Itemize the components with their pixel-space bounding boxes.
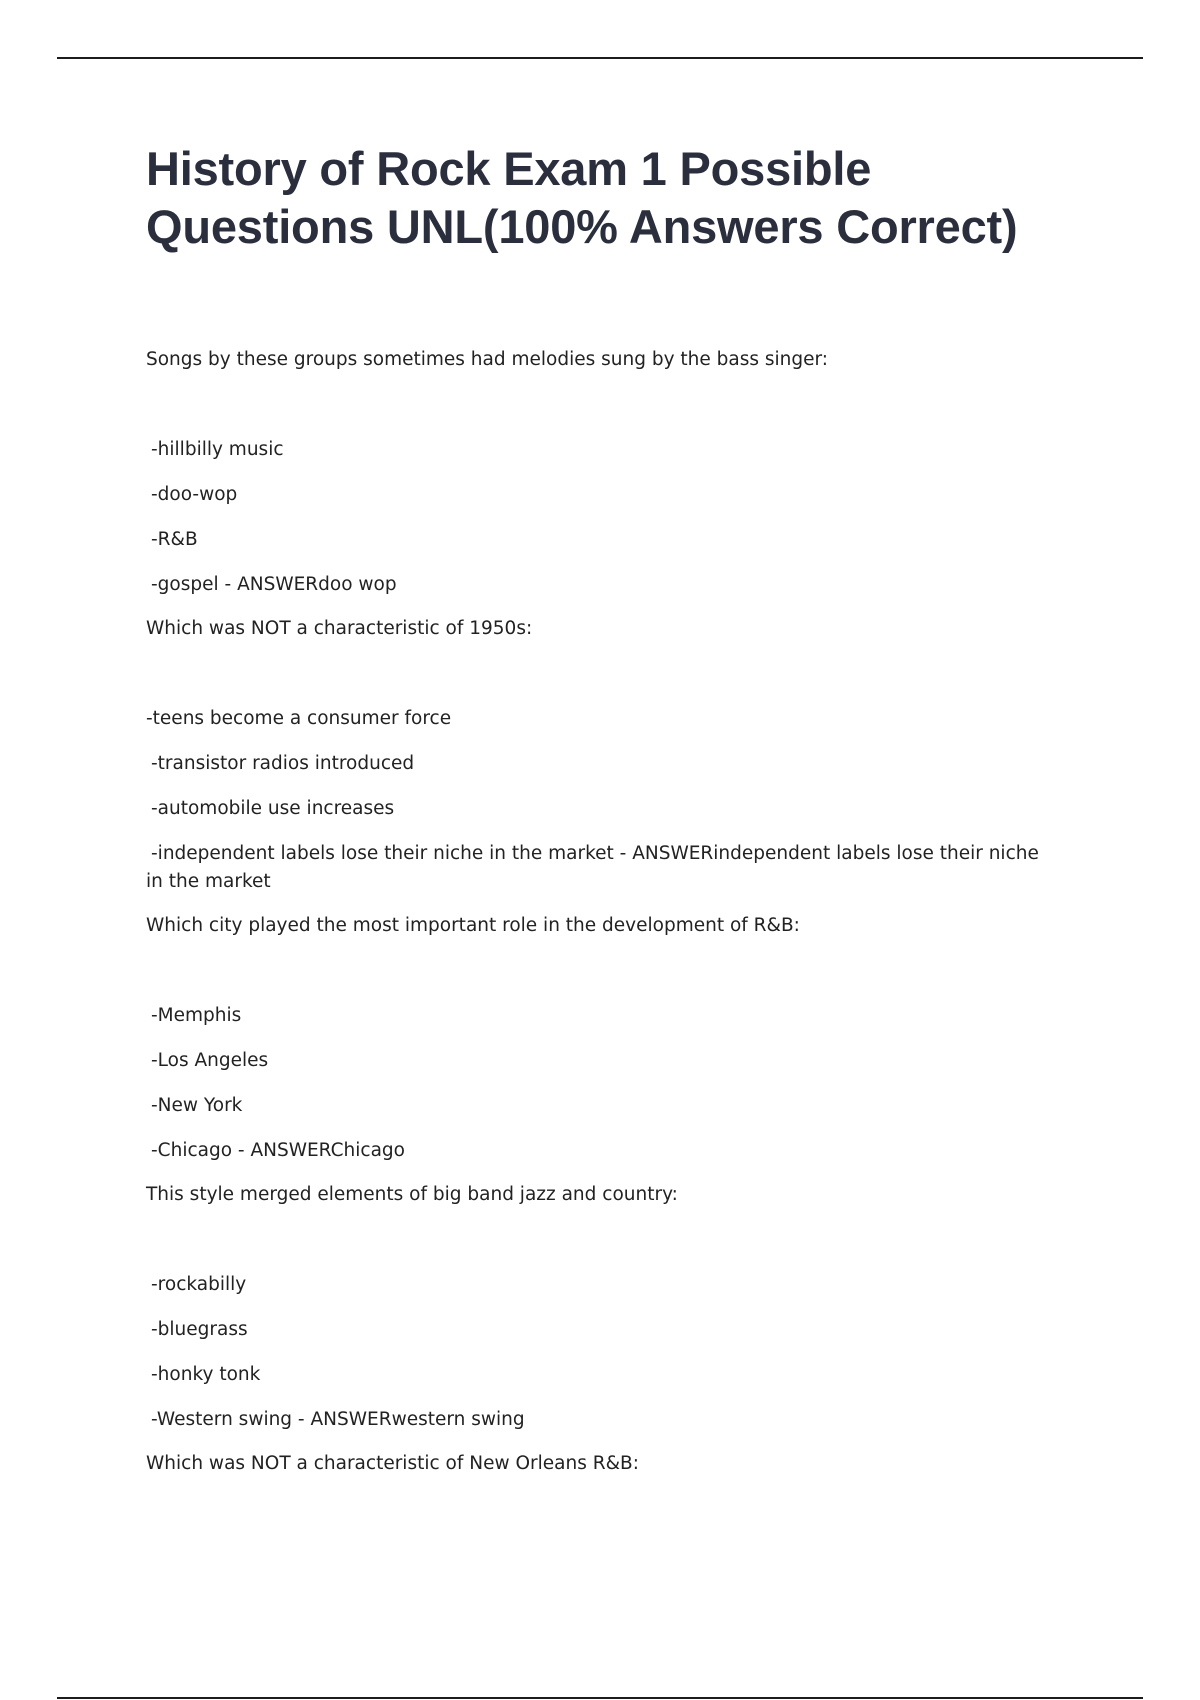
answer-option: -Memphis [151, 1005, 242, 1026]
answer-option: -transistor radios introduced [151, 753, 415, 774]
answer-option: -hillbilly music [151, 439, 284, 460]
answer-option: -honky tonk [151, 1364, 261, 1385]
question-text: Which was NOT a characteristic of New Orleans R&B: [146, 1453, 639, 1474]
answer-option: -gospel - ANSWERdoo wop [151, 574, 397, 595]
answer-option: -bluegrass [151, 1319, 248, 1340]
answer-option: -independent labels lose their niche in the market - ANSWERindependent labels lose their niche in the market [146, 843, 1039, 892]
question-text: This style merged elements of big band jazz and country: [146, 1184, 678, 1205]
answer-option: -Los Angeles [151, 1050, 269, 1071]
question-text: Which was NOT a characteristic of 1950s: [146, 618, 533, 639]
answer-option: -Western swing - ANSWERwestern swing [151, 1409, 525, 1430]
answer-option: -New York [151, 1095, 243, 1116]
answer-option: -Chicago - ANSWERChicago [151, 1140, 405, 1161]
answer-option: -teens become a consumer force [146, 708, 452, 729]
document-title: History of Rock Exam 1 Possible Questions UNL(100% Answers Correct) [146, 142, 1018, 253]
answer-option: -R&B [151, 529, 198, 550]
document-header [146, 140, 1076, 256]
answer-option: -rockabilly [151, 1274, 247, 1295]
answer-option: -automobile use increases [151, 798, 395, 819]
question-text: Which city played the most important role in the development of R&B: [146, 915, 800, 936]
top-rule [57, 57, 1143, 59]
document-body [146, 346, 1046, 1478]
bottom-rule [57, 1697, 1143, 1699]
answer-option: -doo-wop [151, 484, 238, 505]
question-text: Songs by these groups sometimes had melodies sung by the bass singer: [146, 349, 829, 370]
